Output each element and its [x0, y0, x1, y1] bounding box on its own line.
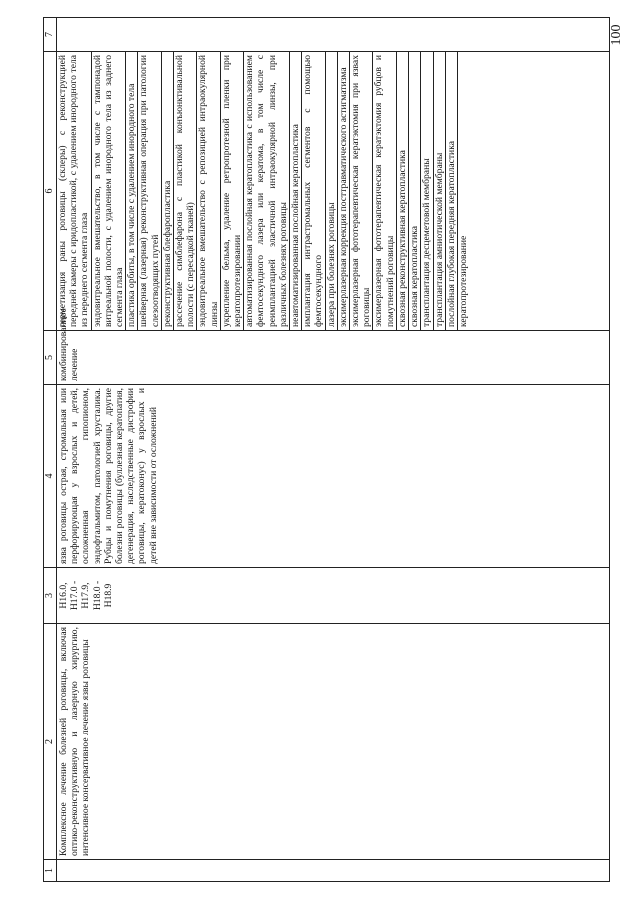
treatment-method-item: послойная глубокая передняя кератопластика: [446, 52, 458, 330]
treatment-method-item: трансплантация десцеметовой мембраны: [421, 52, 433, 330]
document-page: [43, 18, 610, 882]
treatment-method-item: эксимерлазерная коррекция посттравматического астигматизма: [338, 52, 350, 330]
treatment-method-item: сквозная реконструктивная кератопластика: [397, 52, 409, 330]
treatment-method-item: трансплантация амниотической мембраны: [434, 52, 446, 330]
column-number: 5: [44, 331, 57, 385]
treatment-method-item: рассечение симблефарона с пластикой конъюнктивальной полости (с пересадкой тканей): [174, 52, 197, 330]
treatment-method-item: пластика орбиты, в том числе с удалением инородного тела: [126, 52, 138, 330]
table-row: [57, 18, 610, 882]
treatment-methods: [57, 52, 610, 331]
treatment-method-item: герметизация раны роговицы (склеры) с реконструкцией передней камеры с иридопластикой, с удалением инородного тела из переднего сегмента глаза: [57, 52, 92, 330]
treatment-method-item: эксимерлазерная фототерапевтическая кератэктомия рубцов и помутнений роговицы: [373, 52, 396, 330]
care-type-name: Комплексное лечение болезней роговицы, включая оптико-реконструктивную и лазерную хирургию, интенсивное консервативное лечение язвы роговицы: [57, 624, 610, 860]
treatment-method-item: реконструктивная блефаропластика: [162, 52, 174, 330]
treatment-method-item: имплантация интрастромальных сегментов с помощью фемтосекундного: [302, 52, 325, 330]
row-number-cell: [57, 860, 610, 882]
page-number: 100: [609, 24, 624, 46]
treatment-method-item: лазера при болезнях роговицы: [326, 52, 338, 330]
treatment-method-item: шейверная (лазерная) реконструктивная операция при патологии слезоотводящих путей: [138, 52, 161, 330]
treatment-method-item: эндовитреальное вмешательство с репозицией интраокулярной линзы: [197, 52, 220, 330]
treatment-method-item: автоматизированная послойная кератопластика с использованием фемтосекундного лазера или кератома, в том числе с реимплантацией эластичной интраокулярной линзы, при различных болезнях роговицы: [244, 52, 290, 330]
cost-cell: [57, 18, 610, 52]
treatment-method-item: эндовитреальное вмешательство, в том числе с тампонадой витреальной полости, с удалением инородного тела из заднего сегмента глаза: [92, 52, 127, 330]
column-number: 1: [44, 860, 57, 882]
icd-codes: H16.0, H17.0 - H17.9, H18.0 - H18.9: [57, 568, 610, 624]
column-number: 7: [44, 18, 57, 52]
column-number: 3: [44, 568, 57, 624]
column-number: 4: [44, 385, 57, 568]
treatment-methods-list: [57, 52, 469, 330]
column-number: 2: [44, 624, 57, 860]
patient-model: язва роговицы острая, стромальная или перфорирующая у взрослых и детей, осложненная гипопионом, эндофтальмитом, патологией хрусталика. Рубцы и помутнения роговицы, другие болезни роговицы (буллезная кератопатия, дегенерация, наследственные дистрофии роговицы, кератоконус) у взрослых и детей вне зависимости от осложнений: [57, 385, 610, 568]
treatment-method-item: эксимерлазерная фототерапевтическая кератэктомия при язвах роговицы: [350, 52, 373, 330]
column-number-row: [44, 18, 57, 882]
treatment-method-item: кератопротезирование: [457, 235, 469, 327]
treatment-type: комбинированное лечение: [57, 331, 610, 385]
treatment-table: [43, 17, 610, 882]
treatment-method-item: укрепление бельма, удаление ретропротезной пленки при кератопротезировании: [221, 52, 244, 330]
column-number: 6: [44, 52, 57, 331]
treatment-method-item: неавтоматизированная послойная кератопластика: [290, 52, 302, 330]
treatment-method-item: сквозная кератопластика: [409, 52, 421, 330]
